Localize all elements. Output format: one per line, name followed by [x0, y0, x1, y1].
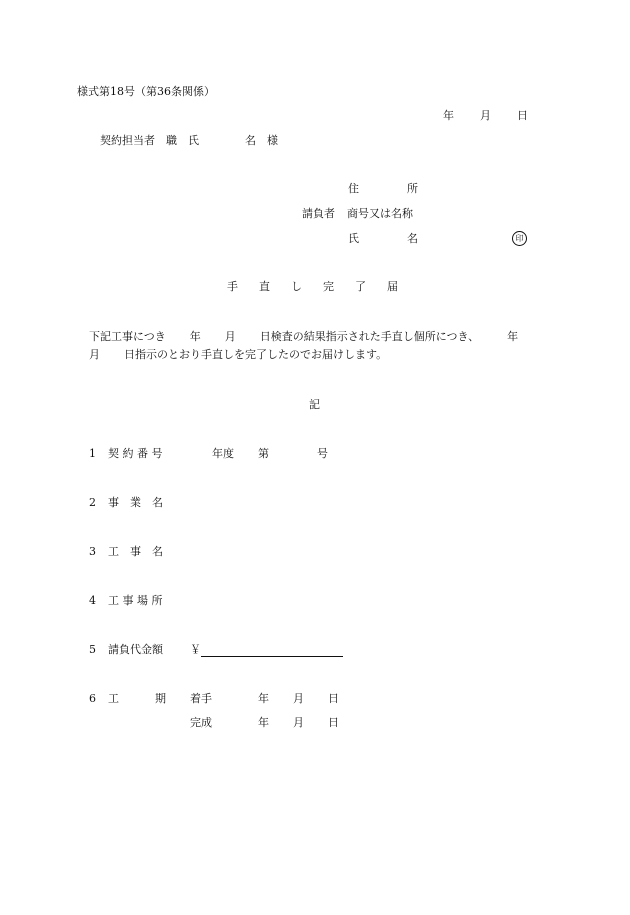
body-line-2: [89, 348, 387, 362]
addressee-name-suffix: 名 様: [245, 134, 278, 147]
title-char: 届: [387, 280, 398, 293]
end-month: 月: [293, 716, 304, 729]
title-char: 完: [323, 280, 334, 293]
body-year: 年: [189, 330, 201, 343]
start-month: 月: [293, 692, 304, 705]
item-label: 期: [155, 692, 166, 705]
item-label: 請負代金額: [108, 643, 163, 656]
item-construction-site: [89, 594, 163, 608]
item-number: 6: [89, 692, 96, 705]
item-contract-amount: [89, 643, 163, 657]
item-period: [89, 692, 166, 706]
item-construction-name: [89, 545, 163, 559]
item-label: 契 約 番 号: [108, 447, 163, 460]
date-month: 月: [480, 109, 491, 122]
period-start-row: [190, 692, 339, 706]
period-end-row: [190, 716, 339, 730]
item-label: 工 事 場 所: [108, 594, 163, 607]
company-row: [302, 207, 413, 221]
body-text: 下記工事につき: [89, 330, 166, 343]
end-year: 年: [258, 716, 269, 729]
end-label: 完成: [190, 716, 212, 729]
document-title: [227, 280, 398, 294]
amount-field: [190, 643, 343, 657]
body-line-1: [89, 330, 518, 344]
item-number: 4: [89, 594, 96, 607]
body-text: 日検査の結果指示された手直し個所につき、: [259, 330, 480, 343]
item-number: 2: [89, 496, 96, 509]
contract-number-fields: [212, 447, 328, 461]
item-label: 工: [108, 692, 119, 705]
addressee: [100, 134, 278, 148]
item-number: 5: [89, 643, 96, 656]
name-label-1: 氏: [348, 232, 359, 245]
name-row: [348, 232, 418, 246]
end-day: 日: [328, 716, 339, 729]
date-day: 日: [517, 109, 528, 122]
item-number: 3: [89, 545, 96, 558]
go-label: 号: [317, 447, 328, 460]
date-year: 年: [443, 109, 454, 122]
amount-underline: [201, 644, 343, 657]
item-label: 事 業 名: [108, 496, 163, 509]
start-year: 年: [258, 692, 269, 705]
item-label: 工 事 名: [108, 545, 163, 558]
title-char: し: [291, 280, 302, 293]
address-label-2: 所: [407, 182, 418, 195]
yen-sign: ￥: [190, 643, 201, 656]
fiscal-year-label: 年度: [212, 447, 234, 460]
seal-mark: [512, 231, 527, 246]
start-label: 着手: [190, 692, 212, 705]
item-contract-number: [89, 447, 163, 461]
body-year: 年: [507, 330, 519, 343]
name-label-2: 名: [407, 232, 418, 245]
title-char: 了: [355, 280, 366, 293]
date-line: [443, 109, 528, 123]
seal-icon: 印: [512, 231, 527, 246]
title-char: 直: [259, 280, 270, 293]
company-label: 商号又は名称: [347, 207, 413, 220]
body-text: 日指示のとおり手直しを完了したのでお届けします。: [124, 348, 388, 361]
dai-label: 第: [258, 447, 269, 460]
body-month: 月: [224, 330, 236, 343]
ki-heading: 記: [309, 398, 320, 411]
title-char: 手: [227, 280, 238, 293]
addressee-title: 契約担当者 職 氏: [100, 134, 199, 147]
form-number: 様式第18号（第36条関係）: [77, 85, 215, 98]
item-number: 1: [89, 447, 96, 460]
address-row: [348, 182, 418, 196]
body-month: 月: [89, 348, 100, 361]
item-project-name: [89, 496, 163, 510]
address-label-1: 住: [348, 182, 359, 195]
start-day: 日: [328, 692, 339, 705]
role-label: 請負者: [302, 207, 335, 220]
